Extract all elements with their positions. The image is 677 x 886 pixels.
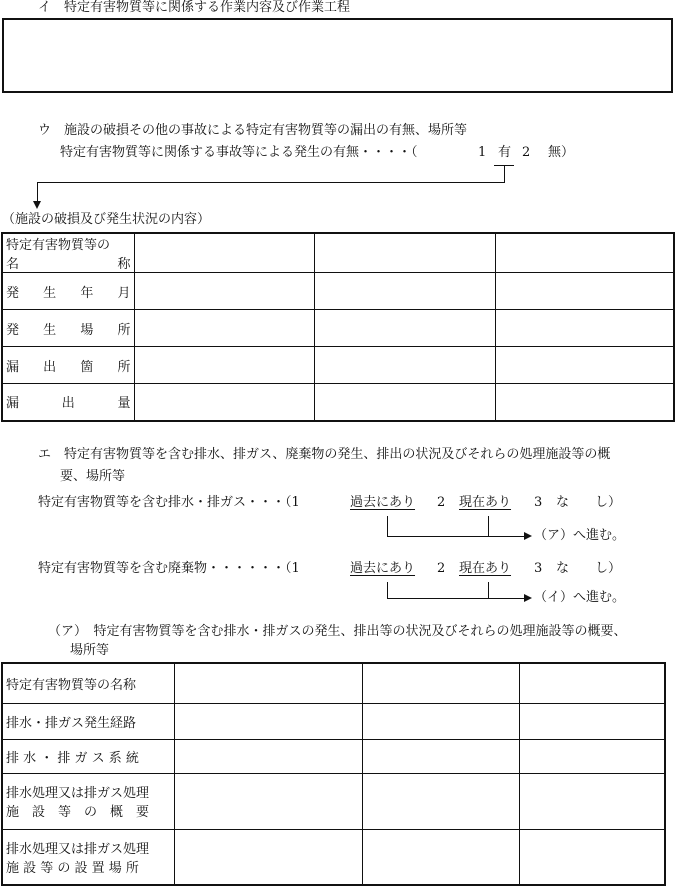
cell[interactable]	[174, 703, 362, 739]
row-label-occurrence-date: 発 生 年 月	[2, 273, 134, 310]
arrow-right-icon	[524, 532, 532, 540]
cell[interactable]	[174, 829, 362, 885]
wastewater-option-3-number[interactable]: 3	[534, 495, 543, 510]
cell[interactable]	[314, 347, 495, 384]
wastewater-option-past[interactable]: 過去にあり	[350, 495, 416, 510]
row-label-facility-overview: 排水処理又は排ガス処理 施 設 等 の 概 要	[2, 773, 174, 829]
arrow-down-icon	[33, 201, 41, 209]
table-row	[2, 310, 674, 347]
cell[interactable]	[134, 273, 314, 310]
section-a-heading-line2: 場所等	[70, 643, 110, 658]
cell[interactable]	[362, 663, 519, 703]
accident-table-caption: （施設の破損及び発生状況の内容）	[2, 212, 211, 227]
table-row	[2, 384, 674, 421]
goto-a-text: （ア）へ進む。	[534, 528, 626, 543]
cell[interactable]	[519, 739, 665, 773]
wastewater-option-none[interactable]: な し）	[556, 495, 622, 510]
table-row	[2, 347, 674, 384]
present-connector	[488, 516, 489, 536]
cell[interactable]	[362, 739, 519, 773]
option-yes-label[interactable]: 有	[498, 145, 512, 160]
cell[interactable]	[362, 773, 519, 829]
arrow-right-icon	[524, 594, 532, 602]
waste-option-2-number[interactable]: 2	[437, 561, 446, 576]
section-i-heading: イ 特定有害物質等に関係する作業内容及び作業工程	[38, 0, 351, 15]
wastewater-option-2-number[interactable]: 2	[437, 495, 446, 510]
section-a-heading-line1: （ア） 特定有害物質等を含む排水・排ガスの発生、排出等の状況及びそれらの処理施設等の概要、	[48, 624, 627, 639]
waste-option-past[interactable]: 過去にあり	[350, 561, 416, 576]
section-e-heading-line2: 要、場所等	[60, 469, 126, 484]
row-label-facility-location: 排水処理又は排ガス処理 施 設 等 の 設 置 場 所	[2, 829, 174, 885]
yes-bracket-stem	[504, 165, 505, 182]
waste-option-present[interactable]: 現在あり	[459, 561, 512, 576]
cell[interactable]	[519, 829, 665, 885]
cell[interactable]	[519, 773, 665, 829]
cell[interactable]	[174, 773, 362, 829]
cell[interactable]	[519, 663, 665, 703]
goto-i-line	[387, 598, 525, 599]
section-u-heading: ウ 施設の破損その他の事故による特定有害物質等の漏出の有無、場所等	[38, 123, 468, 138]
table-row	[2, 233, 674, 273]
goto-i-text: （イ）へ進む。	[534, 590, 626, 605]
row-label-leak-location: 漏 出 箇 所	[2, 347, 134, 384]
cell[interactable]	[314, 233, 495, 273]
cell[interactable]	[495, 233, 674, 273]
cell[interactable]	[134, 347, 314, 384]
row-label-generation-route: 排水・排ガス発生経路	[2, 703, 174, 739]
wastewater-table	[1, 662, 666, 886]
section-e-heading-line1: エ 特定有害物質等を含む排水、排ガス、廃棄物の発生、排出の状況及びそれらの処理施設等の概	[38, 447, 611, 462]
row-label-occurrence-place: 発 生 場 所	[2, 310, 134, 347]
waste-question: 特定有害物質等を含む廃棄物・・・・・・（1	[38, 561, 300, 576]
yes-connector-drop	[37, 182, 38, 202]
row-label-substance-name: 特定有害物質等の名称	[2, 663, 174, 703]
row-label-leak-amount: 漏 出 量	[2, 384, 134, 421]
present-connector-2	[488, 582, 489, 598]
past-connector	[387, 516, 388, 536]
cell[interactable]	[134, 310, 314, 347]
accident-table	[1, 232, 675, 422]
cell[interactable]	[362, 829, 519, 885]
row-label-system: 排 水 ・ 排 ガ ス 系 統	[2, 739, 174, 773]
cell[interactable]	[519, 703, 665, 739]
cell[interactable]	[314, 310, 495, 347]
waste-option-3-number[interactable]: 3	[534, 561, 543, 576]
cell[interactable]	[134, 233, 314, 273]
option-no-label[interactable]: 無）	[548, 145, 575, 160]
wastewater-option-present[interactable]: 現在あり	[459, 495, 512, 510]
cell[interactable]	[174, 663, 362, 703]
cell[interactable]	[495, 384, 674, 421]
accident-question: 特定有害物質等に関係する事故等による発生の有無・・・・（	[60, 145, 418, 160]
cell[interactable]	[362, 703, 519, 739]
cell[interactable]	[495, 310, 674, 347]
waste-option-none[interactable]: な し）	[556, 561, 622, 576]
row-label-substance-name: 特定有害物質等の 名 称	[2, 233, 134, 273]
cell[interactable]	[314, 273, 495, 310]
cell[interactable]	[174, 739, 362, 773]
wastewater-question: 特定有害物質等を含む排水・排ガス・・・（1	[38, 495, 300, 510]
cell[interactable]	[495, 347, 674, 384]
yes-connector-line	[37, 182, 505, 183]
table-row	[2, 739, 665, 773]
option-yes-number[interactable]: 1	[478, 145, 487, 160]
cell[interactable]	[314, 384, 495, 421]
option-no-number[interactable]: 2	[522, 145, 531, 160]
table-row	[2, 773, 665, 829]
table-row	[2, 703, 665, 739]
cell[interactable]	[134, 384, 314, 421]
past-connector-2	[387, 582, 388, 598]
table-row	[2, 273, 674, 310]
cell[interactable]	[495, 273, 674, 310]
table-row	[2, 829, 665, 885]
table-row	[2, 663, 665, 703]
work-content-box[interactable]	[2, 18, 673, 93]
goto-a-line	[387, 536, 525, 537]
